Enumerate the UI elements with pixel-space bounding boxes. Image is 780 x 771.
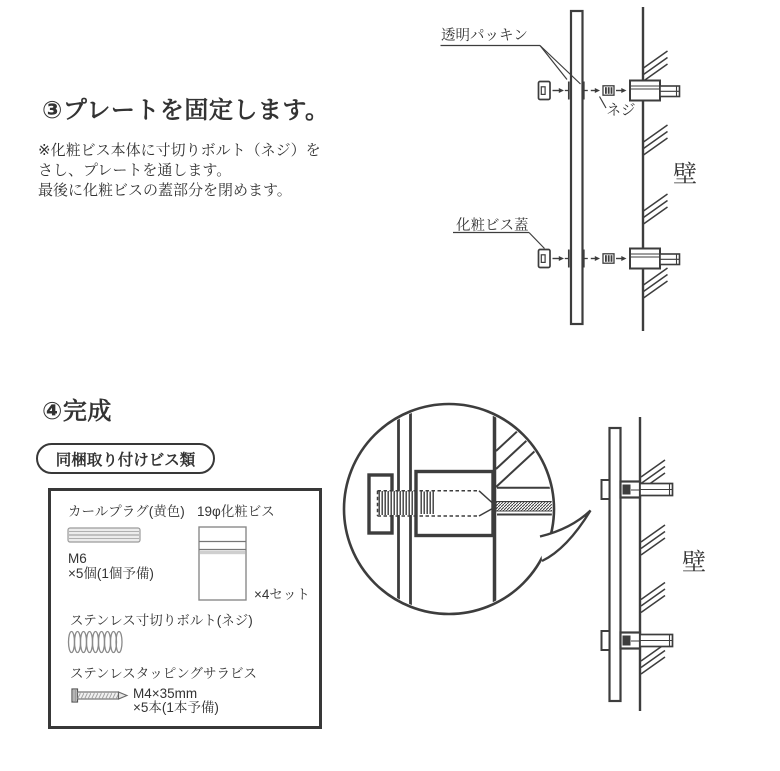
assembly-row-1 [539, 81, 680, 101]
detail-circle [344, 402, 591, 616]
part-4-spec: M4×35mm [133, 686, 198, 701]
label-cap: 化粧ビス蓋 [456, 218, 529, 234]
label-wall-bottom: 壁 [682, 549, 706, 576]
plate [571, 11, 583, 324]
label-cap-leader [453, 233, 545, 249]
assembly-row-2 [539, 249, 680, 269]
step3-heading: ③プレートを固定します。 [42, 97, 330, 124]
part-1-name: カールプラグ(黄色) [68, 504, 185, 519]
part-4-name: ステンレスタッピングサラビス [70, 666, 258, 681]
step3-note-line-2: さし、プレートを通します。 [38, 162, 232, 179]
label-packing-leader [441, 46, 581, 85]
part-1-spec: M6 [68, 551, 87, 566]
part-4-qty: ×5本(1本予備) [133, 700, 219, 715]
step3-note-line-1: ※化粧ビス本体に寸切りボルト（ネジ）を [38, 142, 321, 159]
threaded-rod-in-wall [496, 502, 554, 512]
step3-diagram [441, 7, 698, 331]
part-2-qty: ×4セット [254, 587, 310, 602]
step3-note-line-3: 最後に化粧ビスの蓋部分を閉めます。 [38, 182, 292, 199]
parts-box-title [36, 443, 215, 474]
step3-note [38, 141, 321, 201]
label-screw: ネジ [606, 103, 636, 119]
parts-box-title-text: 同梱取り付けビス類 [55, 451, 196, 469]
step4-heading: ④完成 [42, 398, 112, 425]
label-wall-top: 壁 [673, 161, 697, 188]
part-1-qty: ×5個(1個予備) [68, 566, 154, 581]
plate [610, 428, 621, 701]
part-3-name: ステンレス寸切りボルト(ネジ) [70, 613, 253, 628]
part-2-name: 19φ化粧ビス [197, 504, 275, 519]
step4-wall-diagram [602, 417, 707, 711]
label-packing: 透明パッキン [441, 28, 528, 44]
label-screw-leader [600, 97, 607, 109]
